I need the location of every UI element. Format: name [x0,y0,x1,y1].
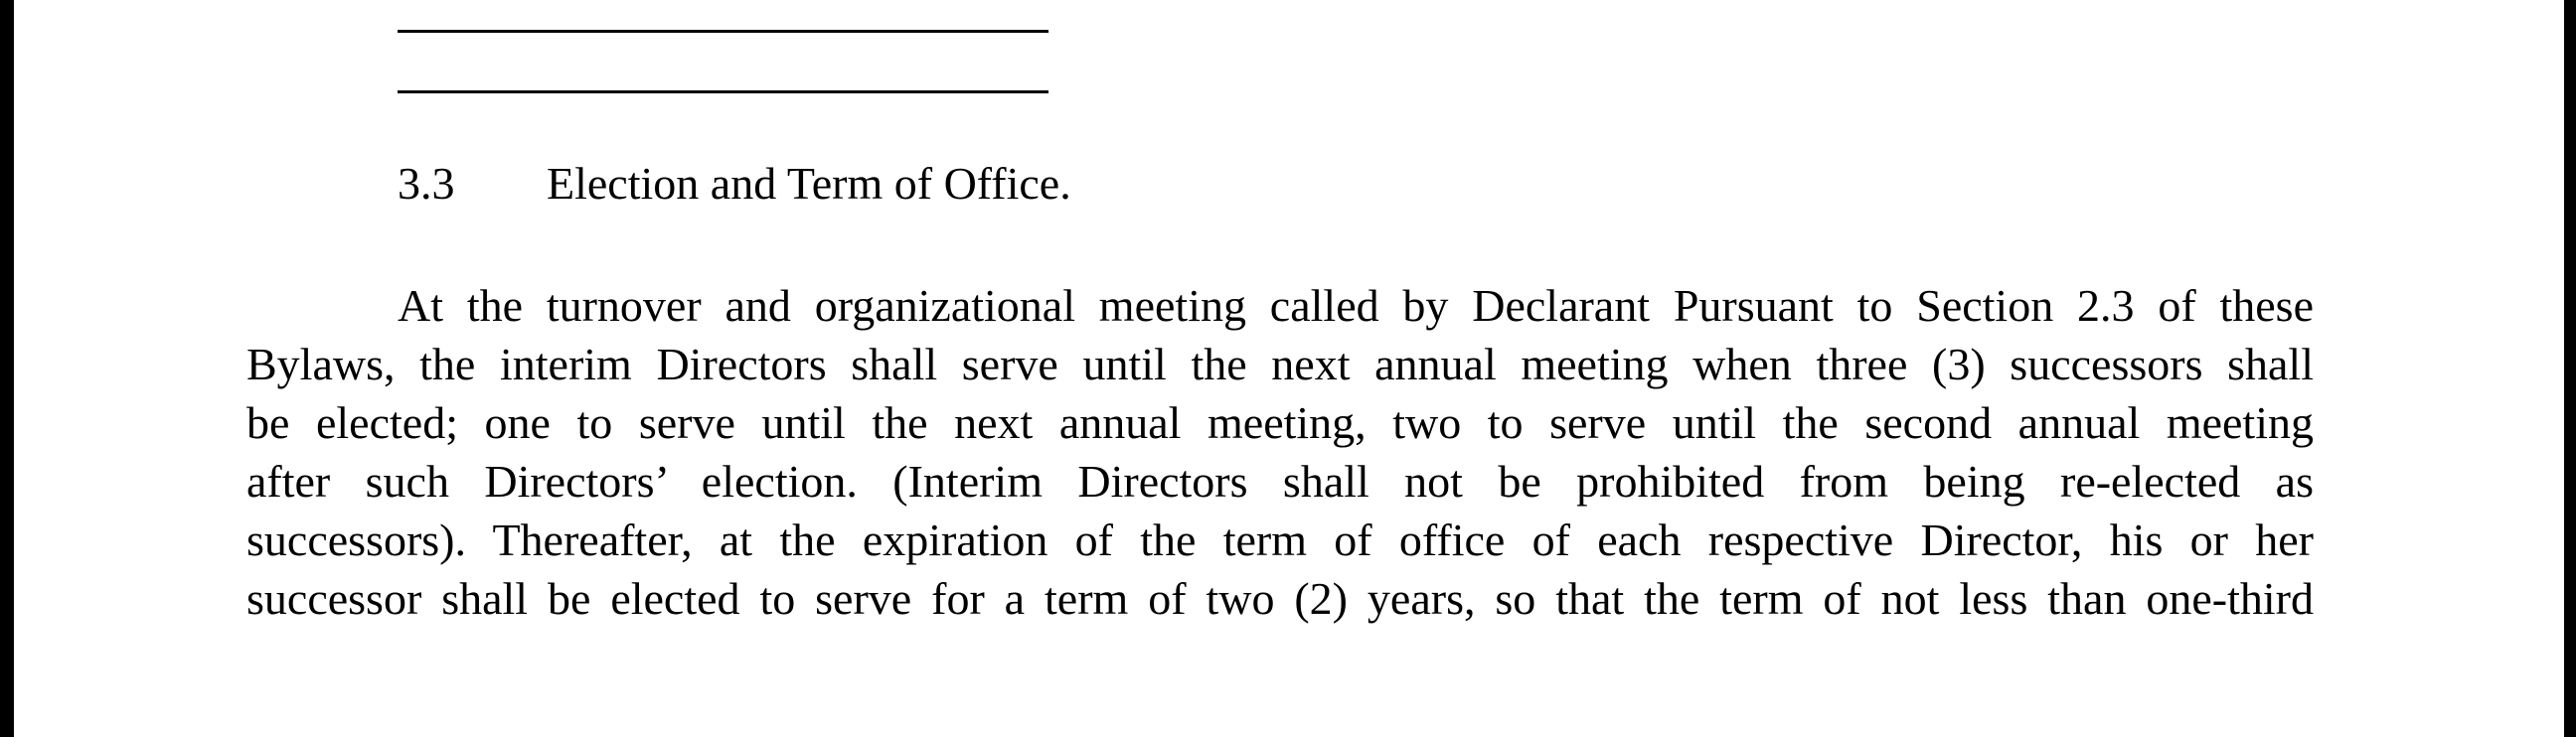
signature-blank-line [398,30,1048,33]
signature-blank-line [398,90,1048,93]
scan-border-left [0,0,14,737]
paragraph-line: At the turnover and organizational meeting called by Declarant Pursuant to Section 2.3 of these [398,280,2314,331]
paragraph-line: successors). Thereafter, at the expiration of the term of office of each respective Director, his or her [246,515,2314,565]
paragraph-line: Bylaws, the interim Directors shall serve until the next annual meeting when three (3) successors shall [246,339,2314,389]
scan-border-right [2564,0,2576,737]
paragraph-line: be elected; one to serve until the next annual meeting, two to serve until the second annual meeting [246,397,2314,448]
paragraph-line: successor shall be elected to serve for a term of two (2) years, so that the term of not less than one-third [246,573,2314,624]
section-title: Election and Term of Office. [547,158,1071,209]
section-number: 3.3 [398,158,455,209]
paragraph-line: after such Directors’ election. (Interim Directors shall not be prohibited from being re-elected as [246,456,2314,507]
body-paragraph [246,276,2314,628]
